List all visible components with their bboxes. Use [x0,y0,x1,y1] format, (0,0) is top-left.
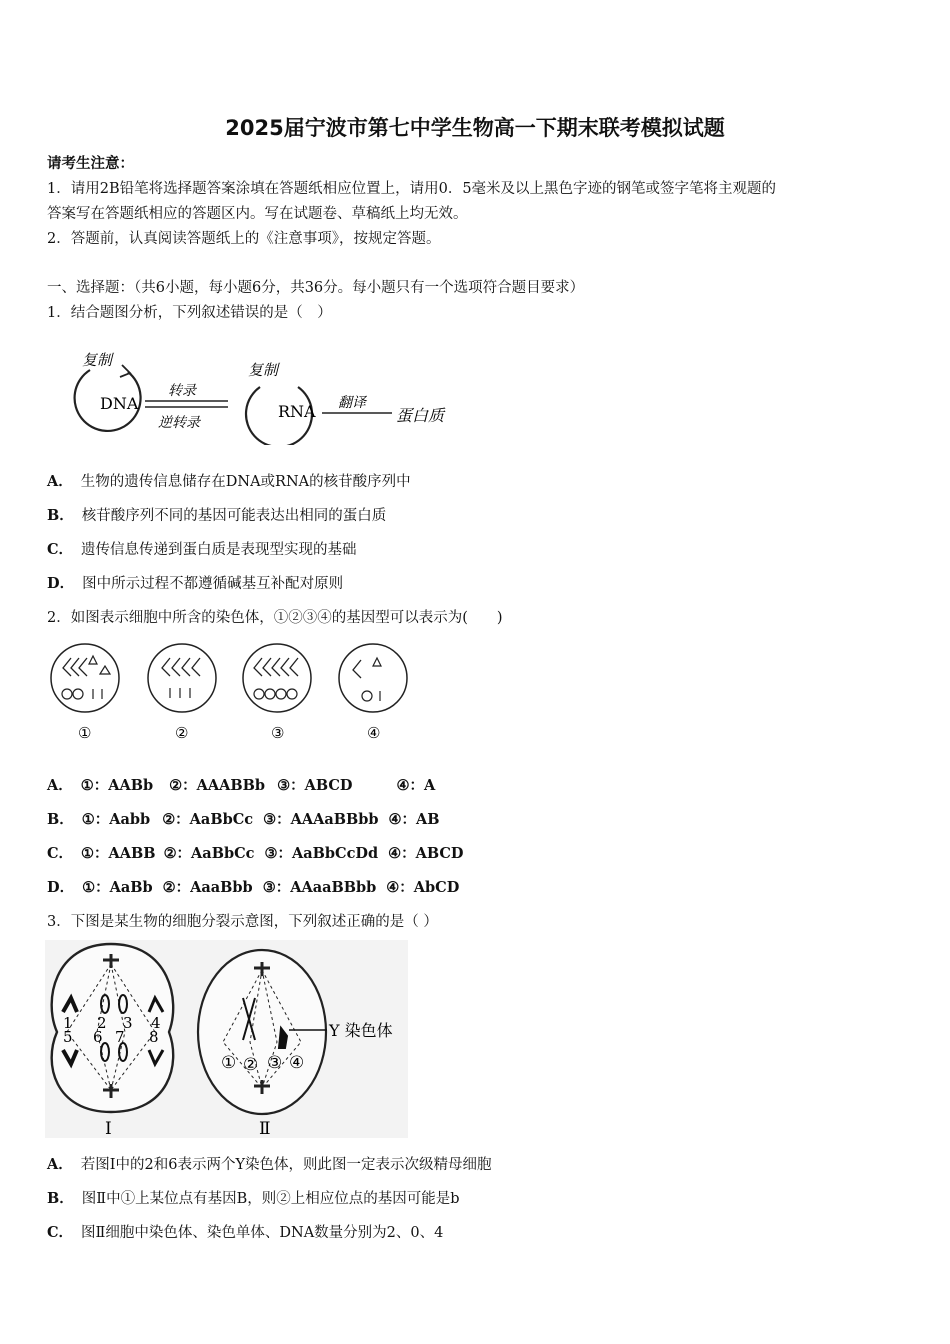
cell-label-1: ① [78,724,92,742]
cell-label-4: ④ [367,724,381,742]
circled-num-2: ② [243,1055,259,1075]
protein-label: 蛋白质 [396,406,445,425]
q2-option-b[interactable]: B． ①：Aabb ②：AaBbCc ③：AAAaBBbb ④：AB [47,811,440,828]
section-header: 一、选择题：（共6小题，每小题6分，共36分。每小题只有一个选项符合题目要求） [47,280,585,296]
translation-label: 翻译 [338,395,366,411]
q2-option-a[interactable]: A． ①：AABb ②：AAABBb ③：ABCD ④：A [47,777,436,794]
notice-header: 请考生注意： [47,155,134,172]
cell-label-3: ③ [271,724,285,742]
transcription-label: 转录 [168,383,196,399]
dna-arc-arrowhead [120,365,130,377]
dna-label: DNA [100,394,139,413]
q1-option-d[interactable]: D． 图中所示过程不都遵循碱基互补配对原则 [47,575,344,592]
notice-item-2: 2．答题前，认真阅读答题纸上的《注意事项》，按规定答题。 [47,231,441,247]
q1-option-a[interactable]: A． 生物的遗传信息储存在DNA或RNA的核苷酸序列中 [47,473,411,490]
chromosome-num-4: 4 [151,1014,161,1032]
q2-option-d[interactable]: D． ①：AaBb ②：AaaBbb ③：AAaaBBbb ④：AbCD [47,879,460,896]
circled-num-1: ① [221,1053,237,1073]
chromosome-num-8: 8 [149,1028,159,1046]
reverse-transcription-label: 逆转录 [158,415,200,431]
q2-stem: 2．如图表示细胞中所含的染色体，①②③④的基因型可以表示为( ) [47,610,503,626]
chromosome-num-6: 6 [93,1028,103,1046]
chromosome-num-2: 2 [97,1014,107,1032]
q3-cell-division-diagram [45,940,410,1140]
notice-item-1-line-2: 答案写在答题纸相应的答题区内。写在试题卷、草稿纸上均无效。 [47,206,468,222]
chromosome-num-1: 1 [63,1014,73,1032]
circled-num-3: ③ [267,1053,283,1073]
replication-label-1: 复制 [82,351,113,369]
q1-option-b[interactable]: B． 核苷酸序列不同的基因可能表达出相同的蛋白质 [47,507,387,524]
chromosome-num-7: 7 [115,1028,125,1046]
q3-option-c[interactable]: C． 图Ⅱ细胞中染色体、染色单体、DNA数量分别为2、0、4 [47,1224,444,1241]
chromosome-num-3: 3 [123,1014,133,1032]
q1-stem: 1．结合题图分析，下列叙述错误的是（ ） [47,305,332,321]
cell-4 [339,644,407,712]
q3-stem: 3．下图是某生物的细胞分裂示意图，下列叙述正确的是（ ） [47,914,438,930]
page-title: 2025届宁波市第七中学生物高一下期末联考模拟试题 [225,116,725,140]
notice-item-1-line-1: 1．请用2B铅笔将选择题答案涂填在答题纸相应位置上，请用0．5毫米及以上黑色字迹的钢笔或签字笔将主观题的 [47,181,777,197]
cell-1 [51,644,119,712]
q3-option-b[interactable]: B． 图Ⅱ中①上某位点有基因B，则②上相应位点的基因可能是b [47,1190,460,1207]
q2-chromosome-cells-diagram [45,640,415,750]
q1-central-dogma-diagram [60,345,460,445]
chromosome-num-5: 5 [63,1028,73,1046]
cell-3 [243,644,311,712]
replication-label-2: 复制 [248,361,279,379]
rna-label: RNA [278,402,316,421]
q2-option-c[interactable]: C． ①：AABB ②：AaBbCc ③：AaBbCcDd ④：ABCD [47,845,464,862]
cell-label-2: ② [175,724,189,742]
cell-2-label: Ⅱ [259,1119,271,1139]
q3-option-a[interactable]: A． 若图Ⅰ中的2和6表示两个Y染色体，则此图一定表示次级精母细胞 [47,1156,492,1173]
y-chromosome-label: Y 染色体 [329,1021,393,1040]
cell-1-label: Ⅰ [105,1119,112,1139]
cell-2 [148,644,216,712]
circled-num-4: ④ [289,1053,305,1073]
q1-option-c[interactable]: C． 遗传信息传递到蛋白质是表现型实现的基础 [47,541,357,558]
